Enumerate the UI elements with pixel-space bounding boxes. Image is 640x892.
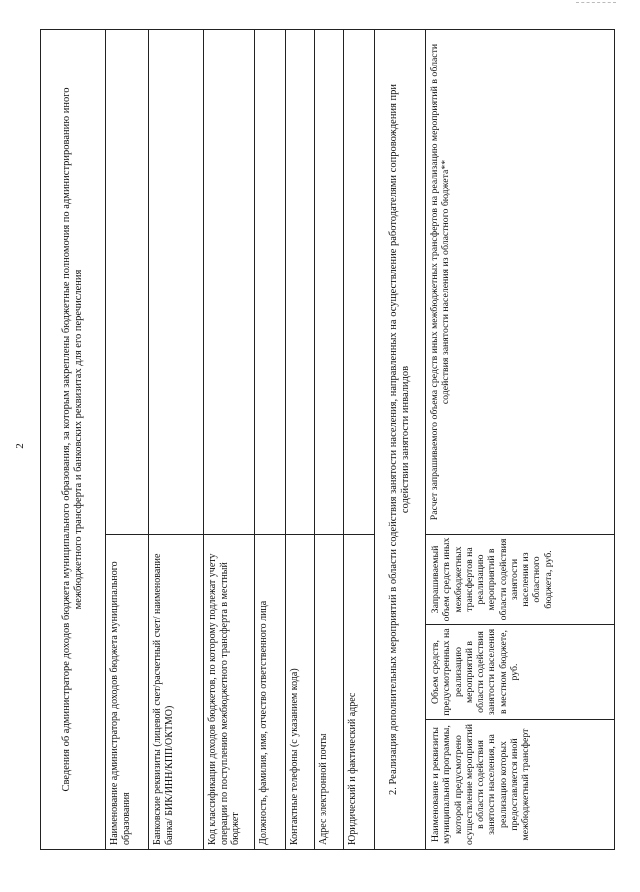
info-label: Контактные телефоны (с указанием кода) xyxy=(286,535,315,850)
info-value xyxy=(315,30,344,535)
column-header-requested: Запрашиваемый объем средств иных межбюджетных трансфертов на реализацию мероприятий в области содействия занятости населения из областного бюджета, руб. xyxy=(426,535,615,625)
info-value xyxy=(204,30,255,535)
form-table xyxy=(40,29,615,850)
column-header-calculation: Расчет запрашиваемого объема средств иных межбюджетных трансфертов на реализацию мероприятий в области содействия занятости населения из областного бюджета** xyxy=(426,30,615,535)
info-label: Должность, фамилия, имя, отчество ответственного лица xyxy=(255,535,286,850)
info-value xyxy=(106,30,149,535)
info-value xyxy=(149,30,204,535)
section2-title: 2. Реализация дополнительных мероприятий в области содействия занятости населения, направленных на осуществление работодателями сопровождения при содействии занятости инвалидов xyxy=(375,30,426,850)
info-label: Наименование администратора доходов бюджета муниципального образования xyxy=(106,535,149,850)
info-label: Юридический и фактический адрес xyxy=(344,535,375,850)
page-number: 2 xyxy=(14,443,26,449)
rotated-form xyxy=(40,30,600,850)
info-label: Адрес электронной почты xyxy=(315,535,344,850)
info-value xyxy=(344,30,375,535)
info-value xyxy=(286,30,315,535)
scan-mark xyxy=(576,2,616,7)
info-label: Банковские реквизиты (лицевой счет/расчетный счет/ наименование банка/ БИК/ИНН/КПП/ОКТМО) xyxy=(149,535,204,850)
section1-title: Сведения об администраторе доходов бюджета муниципального образования, за которым закреплены бюджетные полномочия по администрированию иного межбюджетного трансферта и банковских реквизитах для его перечисления xyxy=(41,30,106,850)
info-label: Код классификации доходов бюджетов, по которому подлежат учету операции по поступлению межбюджетного трансферта в местный бюджет xyxy=(204,535,255,850)
info-value xyxy=(255,30,286,535)
column-header-program: Наименование и реквизиты муниципальной программы, которой предусмотрено осуществление мероприятий в области содействия занятости населения, на реализацию которых предоставляется иной межбюджетный трансферт xyxy=(426,720,615,850)
column-header-local-budget: Объем средств, предусмотренных на реализацию мероприятий в области содействия занятости населения в местном бюджете, руб. xyxy=(426,625,615,720)
